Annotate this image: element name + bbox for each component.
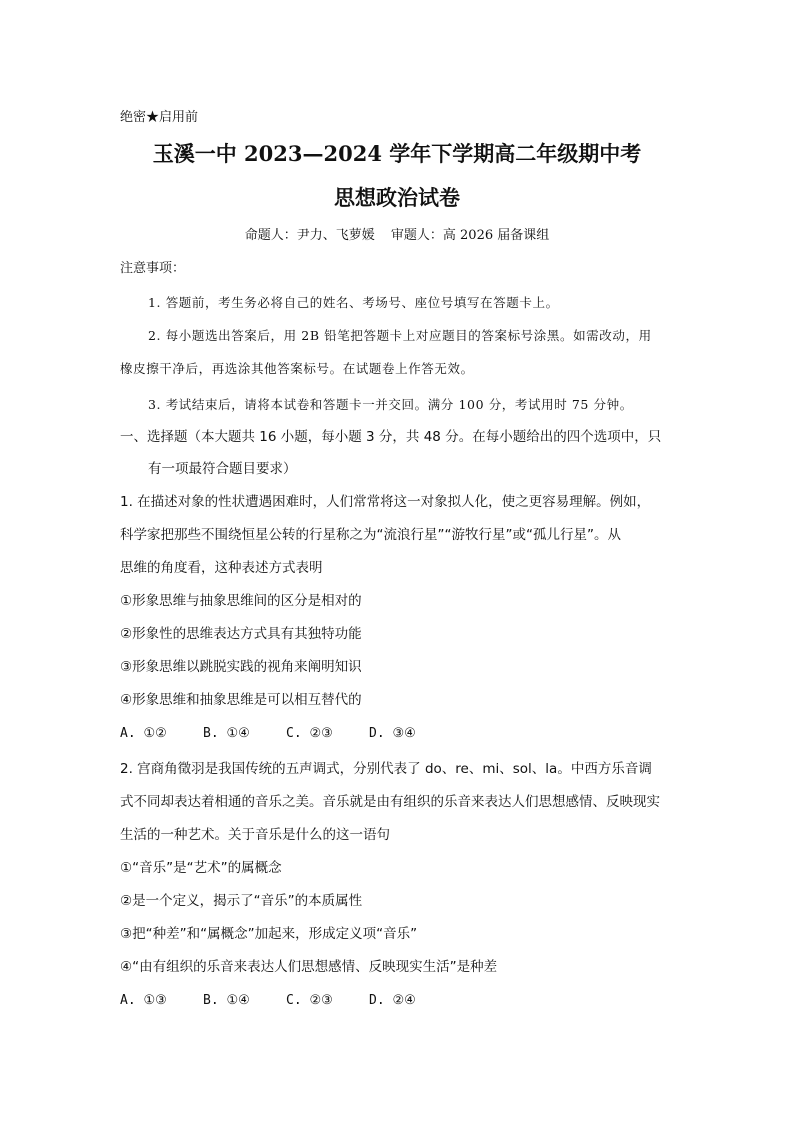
question-authors: 命题人：尹力、飞萝媛	[244, 228, 375, 243]
q2-option-a: A. ①③	[120, 993, 167, 1008]
notice-item-3: 3. 考试结束后，请将本试卷和答题卡一并交回。满分 100 分，考试用时 75 分钟。	[148, 397, 633, 412]
authors-line	[0, 227, 794, 245]
q1-stem-2: 科学家把那些不围绕恒星公转的行星称之为“流浪行星”“游牧行星”或“孤儿行星”。从	[120, 527, 621, 543]
q2-option-d: D. ②④	[369, 993, 416, 1008]
q1-options	[120, 725, 452, 743]
notice-item-2-cont: 橡皮擦干净后，再选涂其他答案标号。在试题卷上作答无效。	[120, 361, 474, 376]
q1-option-c: C. ②③	[286, 726, 333, 741]
notice-item-2: 2. 每小题选出答案后，用 2B 铅笔把答题卡上对应题目的答案标号涂黑。如需改动，用	[148, 328, 652, 343]
notice-item-1: 1. 答题前，考生务必将自己的姓名、考场号、座位号填写在答题卡上。	[148, 295, 559, 310]
q1-option-d: D. ③④	[369, 726, 416, 741]
q2-statement-1: ①“音乐”是“艺术”的属概念	[120, 860, 282, 876]
q2-option-b: B. ①④	[203, 993, 250, 1008]
section-heading: 一、选择题（本大题共 16 小题，每小题 3 分，共 48 分。在每小题给出的四个选项中，只	[120, 429, 662, 445]
notice-heading: 注意事项：	[120, 261, 186, 276]
question-reviewers: 审题人：高 2026 届备课组	[390, 228, 550, 243]
q2-option-c: C. ②③	[286, 993, 333, 1008]
q2-stem-2: 式不同却表达着相通的音乐之美。音乐就是由有组织的乐音来表达人们思想感情、反映现实	[120, 794, 660, 810]
q1-stem-3: 思维的角度看，这种表述方式表明	[120, 560, 323, 576]
q1-statement-3: ③形象思维以跳脱实践的视角来阐明知识	[120, 659, 362, 675]
q1-stem-1: 1. 在描述对象的性状遭遇困难时，人们常常将这一对象拟人化，使之更容易理解。例如，	[120, 494, 651, 510]
q2-statement-2: ②是一个定义，揭示了“音乐”的本质属性	[120, 893, 363, 909]
q2-statement-4: ④“由有组织的乐音来表达人们思想感情、反映现实生活”是种差	[120, 959, 498, 975]
q2-stem-1: 2. 宫商角徵羽是我国传统的五声调式，分别代表了 do、re、mi、sol、la。中西方乐音调	[120, 761, 652, 777]
q1-option-a: A. ①②	[120, 726, 167, 741]
q1-statement-1: ①形象思维与抽象思维间的区分是相对的	[120, 593, 362, 609]
q2-options	[120, 992, 452, 1010]
q2-stem-3: 生活的一种艺术。关于音乐是什么的这一语句	[120, 827, 390, 843]
q2-statement-3: ③把“种差”和“属概念”加起来，形成定义项“音乐”	[120, 926, 418, 942]
section-heading-cont: 有一项最符合题目要求）	[148, 461, 297, 477]
q1-statement-2: ②形象性的思维表达方式具有其独特功能	[120, 626, 362, 642]
q1-statement-4: ④形象思维和抽象思维是可以相互替代的	[120, 692, 362, 708]
q1-option-b: B. ①④	[203, 726, 250, 741]
exam-title: 玉溪一中 2023—2024 学年下学期高二年级期中考	[152, 141, 642, 166]
exam-subject: 思想政治试卷	[334, 185, 460, 210]
secret-label: 绝密★启用前	[120, 110, 199, 125]
